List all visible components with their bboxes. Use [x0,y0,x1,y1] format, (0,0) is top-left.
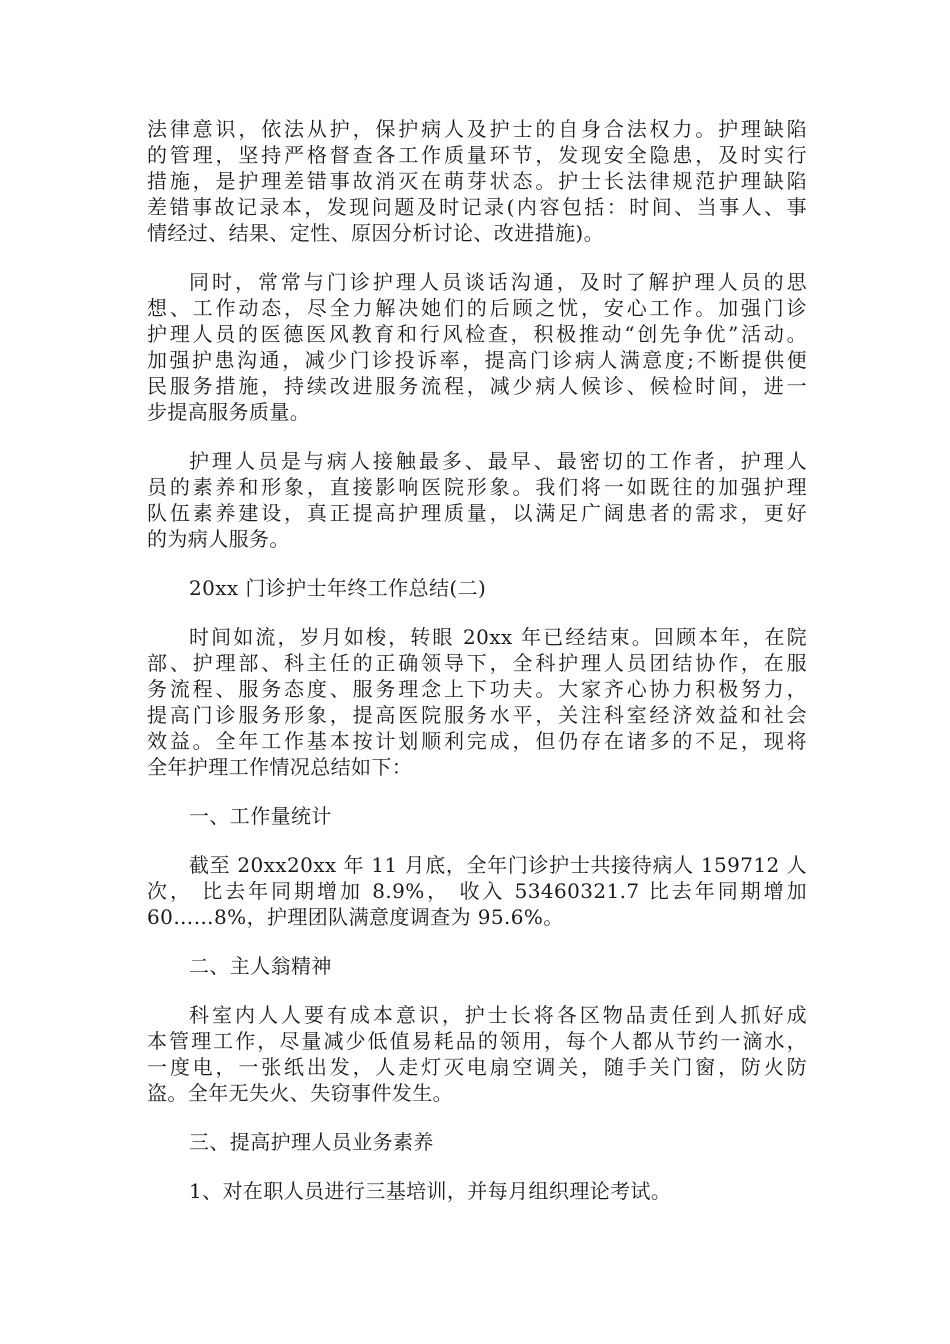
text-line: 截至 20xx20xx 年 11 月底，全年门诊护士共接待病人 159712 人 [189,853,807,877]
text-line: 护理人员是与病人接触最多、最早、最密切的工作者，护理人 [189,449,807,473]
text-line: 法律意识，依法从护，保护病人及护士的自身合法权力。护理缺陷 [147,117,807,141]
text-line: 护理人员的医德医风教育和行风检查，积极推动“创先争优”活动。 [147,322,807,346]
section-heading-ownership: 二、主人翁精神 [189,954,332,978]
text-line: 时间如流，岁月如梭，转眼 20xx 年已经结束。回顾本年，在院 [189,625,807,649]
text-line: 队伍素养建设，真正提高护理质量，以满足广阔患者的需求，更好 [147,501,807,525]
text-line: 务流程、服务态度、服务理念上下功夫。大家齐心协力积极努力， [147,677,807,701]
list-item-training: 1、对在职人员进行三基培训，并每月组织理论考试。 [189,1179,672,1203]
text-line: 同时，常常与门诊护理人员谈话沟通，及时了解护理人员的思 [189,270,807,294]
text-line: 部、护理部、科主任的正确领导下，全科护理人员团结协作，在服 [147,651,807,675]
text-line: 加强护患沟通，减少门诊投诉率，提高门诊病人满意度;不断提供便 [147,348,807,372]
section-heading-professional-quality: 三、提高护理人员业务素养 [189,1130,434,1154]
text-line: 盗。全年无失火、失窃事件发生。 [147,1081,453,1105]
text-line: 员的素养和形象，直接影响医院形象。我们将一如既往的加强护理 [147,475,807,499]
text-line: 差错事故记录本，发现问题及时记录(内容包括：时间、当事人、事 [147,195,807,219]
text-line: 全年护理工作情况总结如下： [147,755,413,779]
text-line: 的为病人服务。 [147,527,290,551]
text-line: 步提高服务质量。 [147,400,311,424]
paragraph-communication [147,269,807,425]
section-heading-workload: 一、工作量统计 [189,804,332,828]
text-line: 措施，是护理差错事故消灭在萌芽状态。护士长法律规范护理缺陷 [147,169,807,193]
text-line: 情经过、结果、定性、原因分析讨论、改进措施)。 [147,221,605,245]
paragraph-nursing-staff [147,448,807,552]
paragraph-legal-awareness [147,116,807,246]
text-line: 科室内人人要有成本意识，护士长将各区物品责任到人抓好成 [189,1003,807,1027]
text-line: 想、工作动态，尽全力解决她们的后顾之忧，安心工作。加强门诊 [147,296,807,320]
text-line: 民服务措施，持续改进服务流程，减少病人候诊、候检时间，进一 [147,374,807,398]
text-line: 次， 比去年同期增加 8.9%， 收入 53460321.7 比去年同期增加 [147,879,807,903]
paragraph-statistics [147,852,807,930]
section-title: 20xx 门诊护士年终工作总结(二) [189,576,487,600]
text-line: 本管理工作，尽量减少低值易耗品的领用，每个人都从节约一滴水， [147,1029,807,1053]
paragraph-year-review [147,624,807,780]
text-line: 的管理，坚持严格督查各工作质量环节，发现安全隐患，及时实行 [147,143,807,167]
text-line: 60……8%，护理团队满意度调查为 95.6%。 [147,905,564,929]
text-line: 效益。全年工作基本按计划顺利完成，但仍存在诸多的不足，现将 [147,729,807,753]
text-line: 提高门诊服务形象，提高医院服务水平，关注科室经济效益和社会 [147,703,807,727]
document-body [147,116,807,1227]
text-line: 一度电，一张纸出发，人走灯灭电扇空调关，随手关门窗，防火防 [147,1055,807,1079]
paragraph-cost-awareness [147,1002,807,1106]
